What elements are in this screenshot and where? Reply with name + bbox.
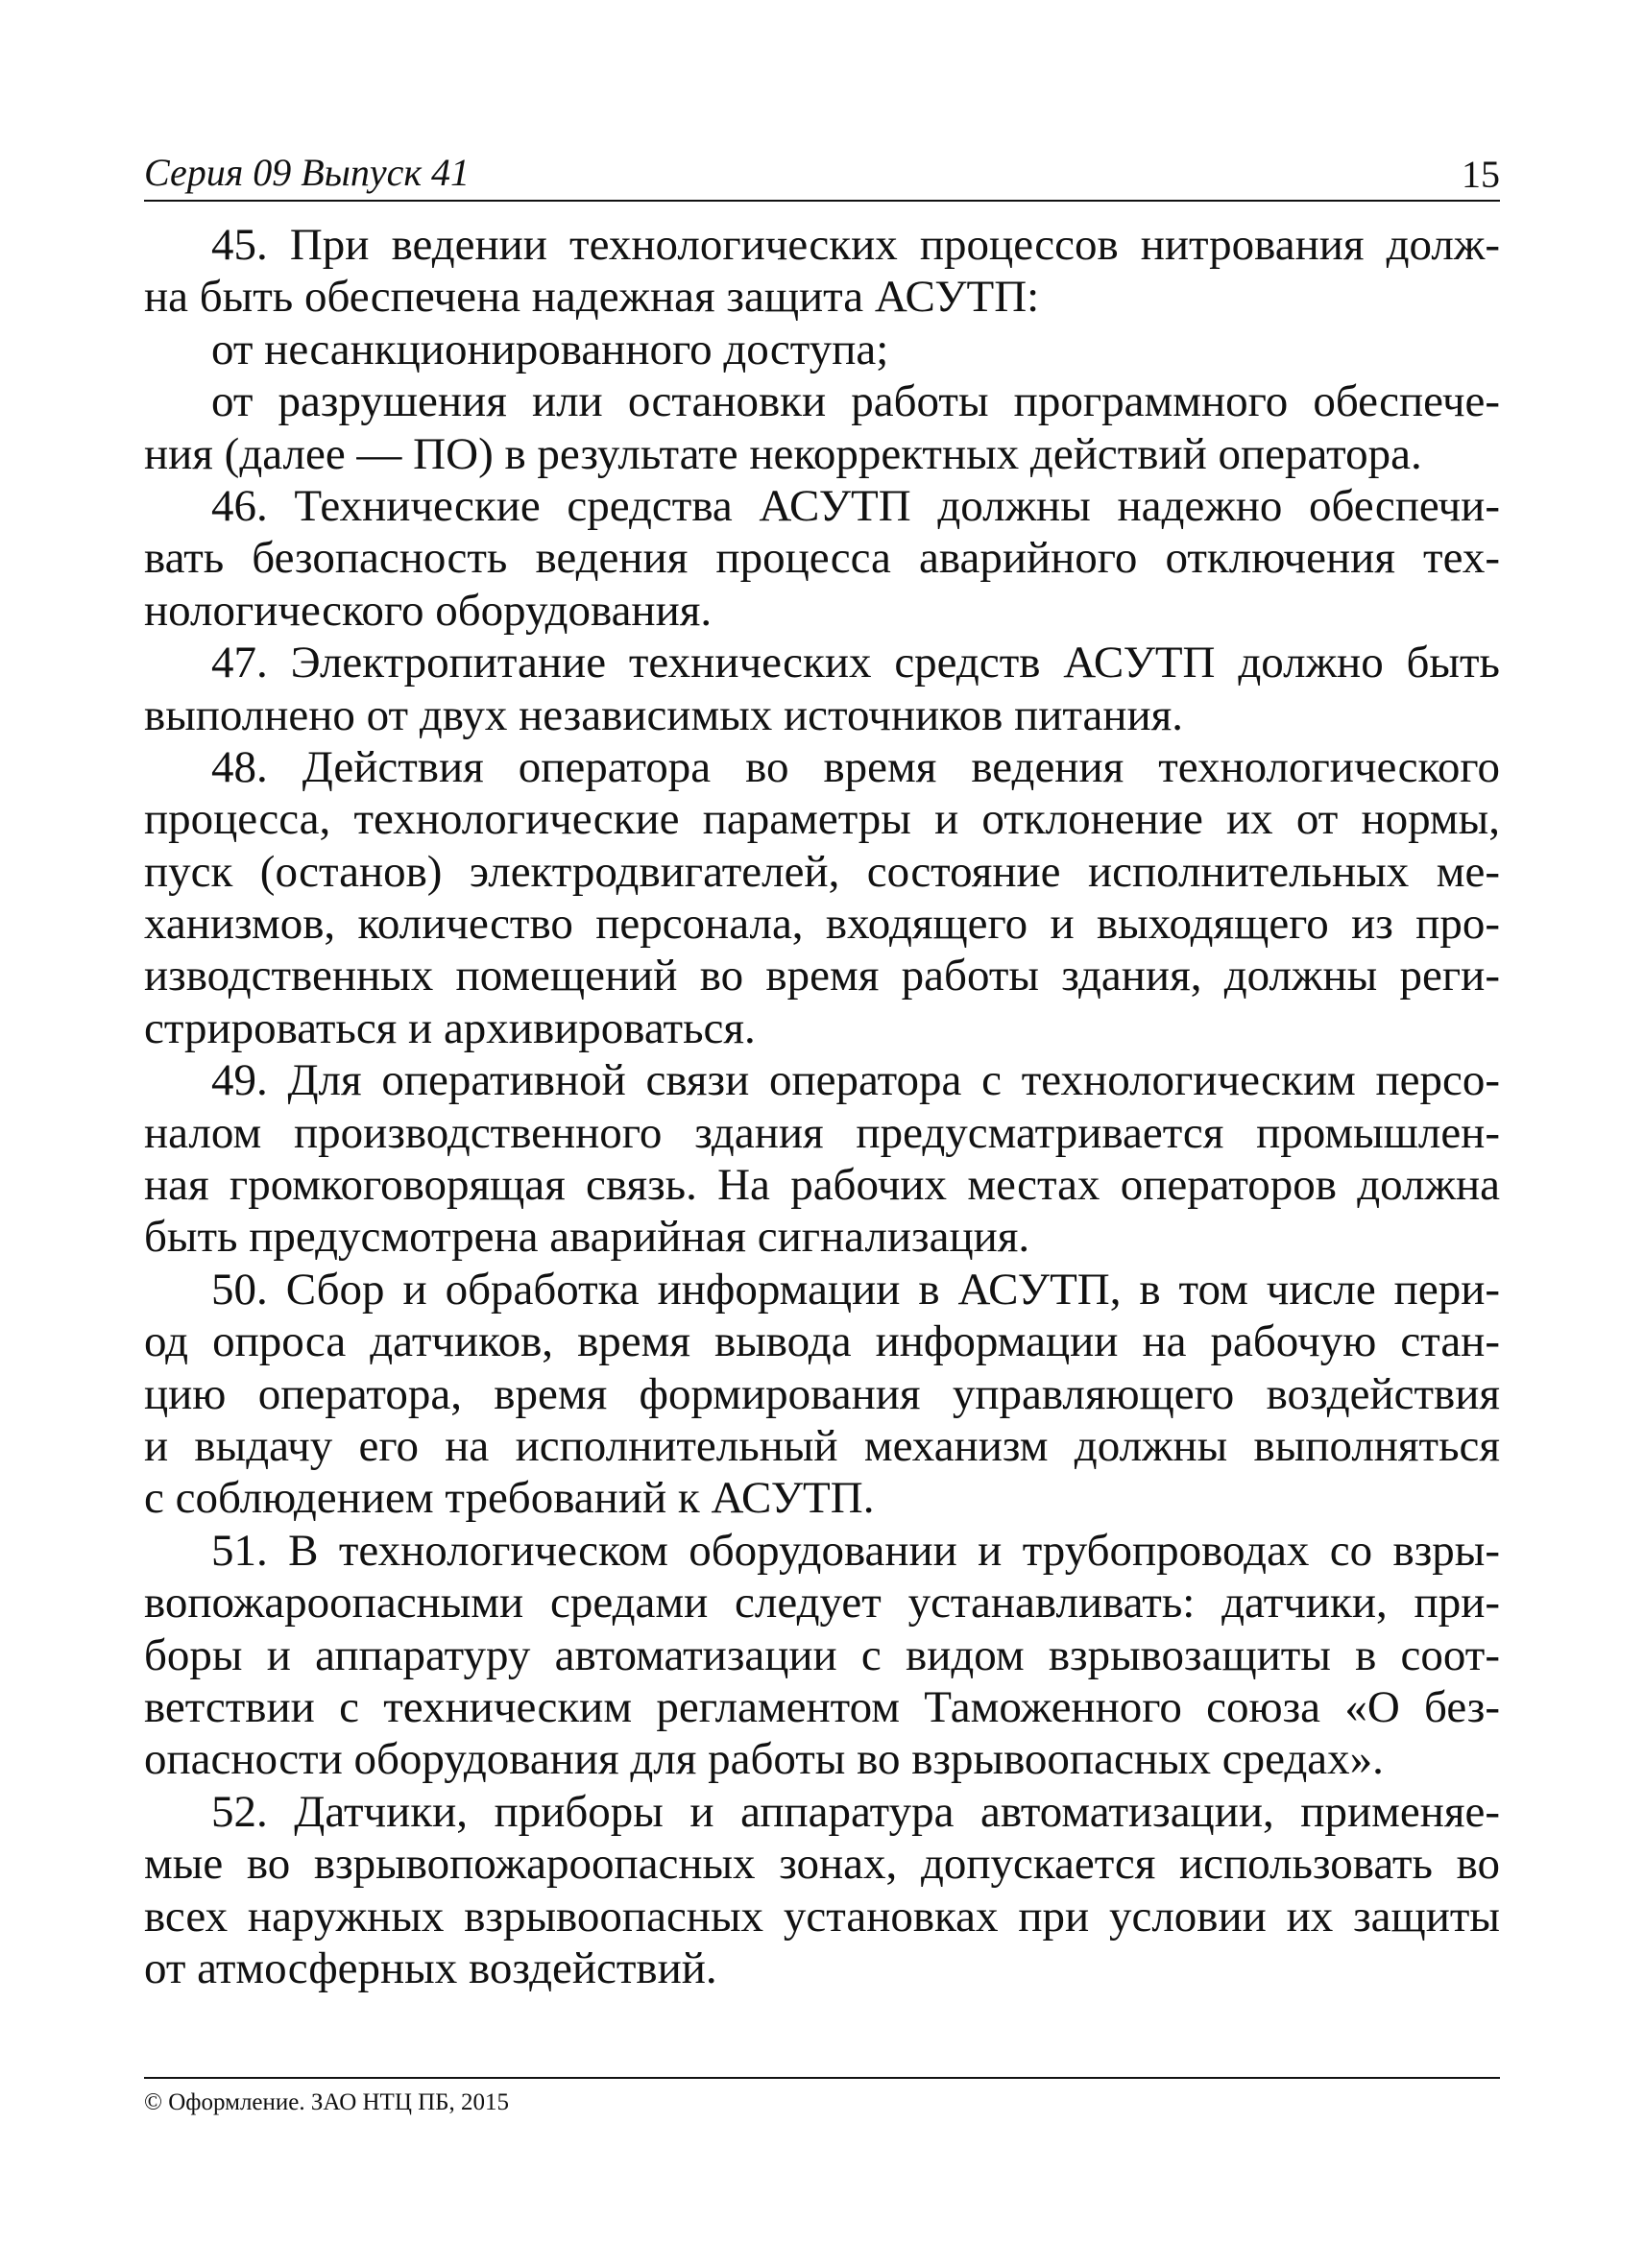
text-line: 45. При ведении технологических процессов нитрования долж- — [211, 220, 1500, 270]
paragraph — [144, 1786, 1500, 1995]
text-line: 51. В технологическом оборудовании и трубопроводах со взры- — [211, 1525, 1500, 1576]
text-line: ханизмов, количество персонала, входящего и выходящего из про- — [144, 899, 1500, 950]
text-line: процесса, технологические параметры и отклонение их от нормы, — [144, 794, 1500, 845]
paragraph — [144, 480, 1500, 637]
text-line: ния (далее — ПО) в результате некорректных действий оператора. — [144, 428, 1422, 479]
paragraph — [144, 1525, 1500, 1786]
text-line: цию оператора, время формирования управляющего воздействия — [144, 1368, 1500, 1419]
paragraph — [144, 375, 1500, 480]
header-divider — [144, 200, 1500, 202]
text-line: нологического оборудования. — [144, 585, 713, 636]
text-line: 52. Датчики, приборы и аппаратура автоматизации, применяе- — [211, 1786, 1500, 1837]
text-line: быть предусмотрена аварийная сигнализация. — [144, 1212, 1030, 1263]
text-line: 49. Для оперативной связи оператора с технологическим персо- — [211, 1055, 1500, 1106]
text-line: мые во взрывопожароопасных зонах, допускается использовать во — [144, 1839, 1500, 1890]
text-line: от разрушения или остановки работы программного обеспече- — [211, 376, 1500, 427]
text-line: и выдачу его на исполнительный механизм должны выполняться — [144, 1420, 1500, 1471]
running-header — [144, 144, 1500, 202]
paragraph — [144, 741, 1500, 1054]
text-line: ветствии с техническим регламентом Таможенного союза «О без- — [144, 1681, 1500, 1732]
text-line: ная громкоговорящая связь. На рабочих местах операторов должна — [144, 1160, 1500, 1211]
paragraph — [144, 324, 1500, 375]
page-number: 15 — [1462, 153, 1500, 196]
footer-divider — [144, 2077, 1500, 2079]
text-line: 48. Действия оператора во время ведения технологического — [211, 741, 1500, 792]
series-title: Серия 09 Выпуск 41 — [144, 151, 471, 194]
text-line: всех наружных взрывоопасных установках при условии их защиты — [144, 1891, 1500, 1942]
text-line: от атмосферных воздействий. — [144, 1942, 717, 1993]
text-line: 47. Электропитание технических средств АСУТП должно быть — [211, 638, 1500, 688]
text-line: од опроса датчиков, время вывода информации на рабочую стан- — [144, 1316, 1500, 1367]
paragraph — [144, 219, 1500, 324]
text-line: вать безопасность ведения процесса аварийного отключения тех- — [144, 533, 1500, 584]
text-line: опасности оборудования для работы во взрывоопасных средах». — [144, 1734, 1384, 1785]
text-line: 50. Сбор и обработка информации в АСУТП, в том числе пери- — [211, 1264, 1500, 1315]
text-line: пуск (останов) электродвигателей, состояние исполнительных ме- — [144, 846, 1500, 897]
text-line: на быть обеспечена надежная защита АСУТП: — [144, 272, 1040, 323]
body-text — [144, 219, 1500, 1994]
paragraph — [144, 1264, 1500, 1525]
text-line: с соблюдением требований к АСУТП. — [144, 1473, 875, 1524]
text-line: изводственных помещений во время работы здания, должны реги- — [144, 951, 1500, 1001]
text-line: 46. Технические средства АСУТП должны надежно обеспечи- — [211, 480, 1500, 531]
text-line: выполнено от двух независимых источников питания. — [144, 689, 1184, 740]
paragraph — [144, 1054, 1500, 1264]
text-line: боры и аппаратуру автоматизации с видом взрывозащиты в соот- — [144, 1629, 1500, 1680]
page-footer — [144, 2077, 1500, 2117]
copyright-notice: © Оформление. ЗАО НТЦ ПБ, 2015 — [144, 2089, 510, 2115]
text-line: от несанкционированного доступа; — [211, 324, 889, 374]
text-line: вопожароопасными средами следует устанавливать: датчики, при- — [144, 1578, 1500, 1629]
text-line: стрироваться и архивироваться. — [144, 1002, 756, 1053]
text-line: налом производственного здания предусматривается промышлен- — [144, 1107, 1500, 1158]
paragraph — [144, 637, 1500, 741]
